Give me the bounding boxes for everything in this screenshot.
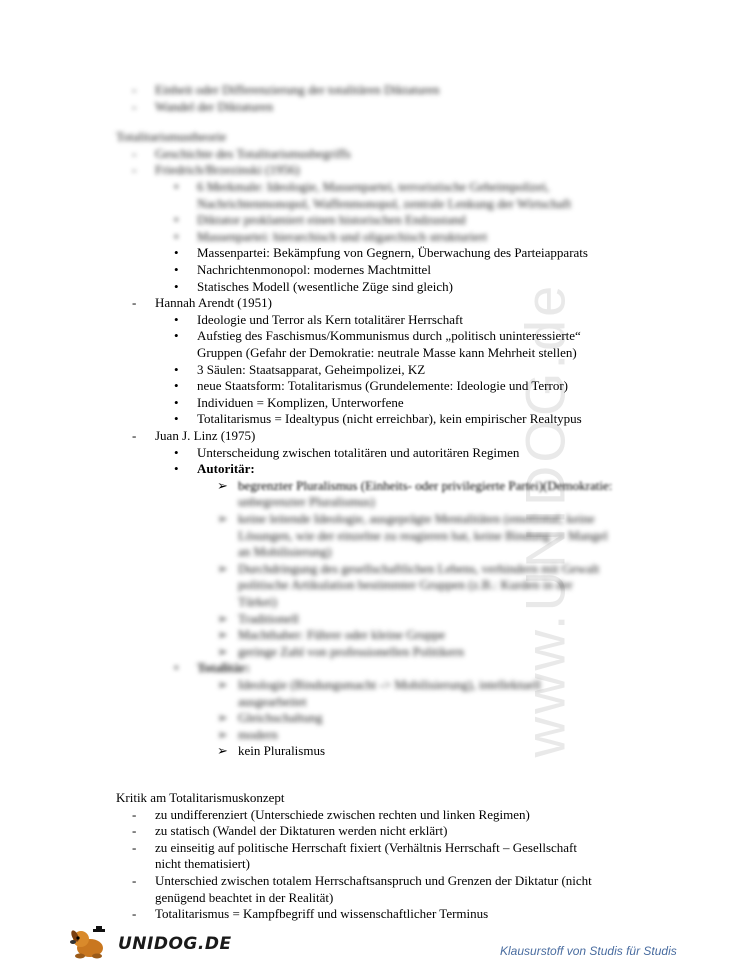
text-line: nicht thematisiert) [155,856,250,872]
text-line: Autoritär: [197,461,255,477]
text-line: Totalitarismus = Idealtypus (nicht erreichbar), kein empirischer Realtypus [197,411,582,427]
bullet-marker: • [174,245,179,261]
text-line: Türkei) [238,594,277,609]
bullet-marker: • [174,660,179,676]
bullet-marker: • [174,394,179,410]
bullet-marker: ➢ [217,643,228,659]
text-line: an Mobilisierung) [238,544,332,560]
bullet-marker: - [132,82,137,97]
text-line: Ideologie und Terror als Kern totalitärer Herrschaft [197,311,463,327]
bullet-marker: ➢ [217,726,228,742]
bullet-marker: - [132,823,137,839]
text-line: Massenpartei: Bekämpfung von Gegnern, Überwachung des Parteiapparats [197,245,588,261]
watermark-text: www.UNIDOG.de [513,282,577,758]
bullet-marker: • [174,378,179,394]
bullet-marker: • [174,179,179,194]
text-line: keine leitende Ideologie, ausgeprägte Mentalitäten (emotional, keine [238,511,595,526]
text-line: Traditionell [238,610,299,626]
text-line: zu statisch (Wandel der Diktaturen werden nicht erklärt) [155,823,448,839]
bullet-marker: - [132,162,137,178]
bullet-marker: • [174,411,179,427]
text-line: Gruppen (Gefahr der Demokratie: neutrale Masse kann Mehrheit stellen) [197,345,577,360]
text-line: Unterscheidung zwischen totalitären und autoritären Regimen [197,444,520,460]
text-line: genügend beachtet in der Realität) [155,889,334,905]
text-line: Friedrich/Brzezinski (1956) [155,162,300,178]
bullet-marker: • [174,311,179,327]
text-line: kein Pluralismus [238,743,326,759]
text-line: Diktator proklamiert einen historischen Endzustand [197,212,466,228]
bullet-marker: • [174,444,179,460]
bullet-marker: - [132,145,137,161]
text-line: Massenpartei: hierarchisch und oligarchisch strukturiert [197,228,488,244]
text-line: Machthaber: Führer oder kleine Gruppe [238,627,446,643]
text-line: Nachrichtenmonopol: modernes Machtmittel [197,262,431,277]
text-line: 3 Säulen: Staatsapparat, Geheimpolizei, KZ [197,361,426,377]
text-line: Durchdringung des gesellschaftlichen Lebens, verhindern mit Gewalt [238,560,600,576]
bullet-marker: - [132,98,137,114]
dog-icon [66,926,116,960]
text-line: Kritik am Totalitarismuskonzept [116,790,285,805]
bullet-marker: • [174,262,179,277]
text-line: zu undifferenziert (Unterschiede zwischen rechten und linken Regimen) [155,806,530,822]
text-line: zu einseitig auf politische Herrschaft fixiert (Verhältnis Herrschaft – Gesellschaft [155,839,577,855]
text-line: Ideologie (Bindungsmacht -> Mobilisierung), intellektuell [238,677,542,692]
logo-text: UNIDOG.DE [118,934,232,954]
text-line: unbegrenzter Pluralismus) [238,494,375,510]
bullet-marker: ➢ [217,743,228,759]
text-line: Geschichte des Totalitarismusbegriffs [155,145,351,161]
bullet-marker: • [174,278,179,294]
text-line: 6 Merkmale: Ideologie, Massenpartei, terroristische Geheimpolizei, [197,179,550,194]
text-line: Einheit oder Differenzierung der totalitären Diktaturen [155,82,440,97]
text-line: Unterschied zwischen totalem Herrschaftsanspruch und Grenzen der Diktatur (nicht [155,873,592,888]
bullet-marker: ➢ [217,560,228,576]
footer-tagline: Klausurstoff von Studis für Studis [500,944,677,958]
text-line: politische Artikulation bestimmter Gruppen (z.B.: Kurden in der [238,577,573,593]
bullet-marker: - [132,428,137,443]
text-line: Statisches Modell (wesentliche Züge sind gleich) [197,278,453,294]
text-line: Nachrichtenmonopol, Waffenmonopol, zentrale Lenkung der Wirtschaft [197,195,572,211]
bullet-marker: ➢ [217,677,228,692]
text-line: neue Staatsform: Totalitarismus (Grundelemente: Ideologie und Terror) [197,378,568,394]
bullet-marker: ➢ [217,511,228,526]
text-line: Individuen = Komplizen, Unterworfene [197,394,404,410]
bullet-marker: • [174,212,179,228]
bullet-marker: ➢ [217,710,228,726]
bullet-marker: • [174,328,179,344]
bullet-marker: - [132,873,137,888]
bullet-marker: - [132,839,137,855]
bullet-marker: • [174,361,179,377]
bullet-marker: ➢ [217,477,228,493]
bullet-marker: • [174,228,179,244]
text-line: Juan J. Linz (1975) [155,428,256,443]
text-line: Totalitarismustheorie [116,129,227,145]
text-line: geringe Zahl von professionellen Politikern [238,643,465,659]
text-line: ausgearbeitet [238,693,307,709]
bullet-marker: - [132,295,137,311]
bullet-marker: - [132,806,137,822]
bullet-marker: • [174,461,179,477]
text-line: Lösungen, wie der einzelne zu reagieren hat, keine Bindung -> Mangel [238,527,608,543]
text-line: Totalitarismus = Kampfbegriff und wissenschaftlicher Terminus [155,906,489,922]
unidog-logo [66,926,232,960]
text-line: Totalitär: [197,660,250,676]
text-line: Wandel der Diktaturen [155,98,274,114]
text-line: begrenzter Pluralismus (Einheits- oder privilegierte Partei)(Demokratie: [238,477,613,493]
bullet-marker: ➢ [217,627,228,643]
text-line: Hannah Arendt (1951) [155,295,272,311]
bullet-marker: - [132,906,137,922]
text-line: Aufstieg des Faschismus/Kommunismus durch „politisch uninteressierte“ [197,328,581,344]
bullet-marker: ➢ [217,610,228,626]
text-line: Gleichschaltung [238,710,323,726]
text-line: modern [238,726,278,742]
